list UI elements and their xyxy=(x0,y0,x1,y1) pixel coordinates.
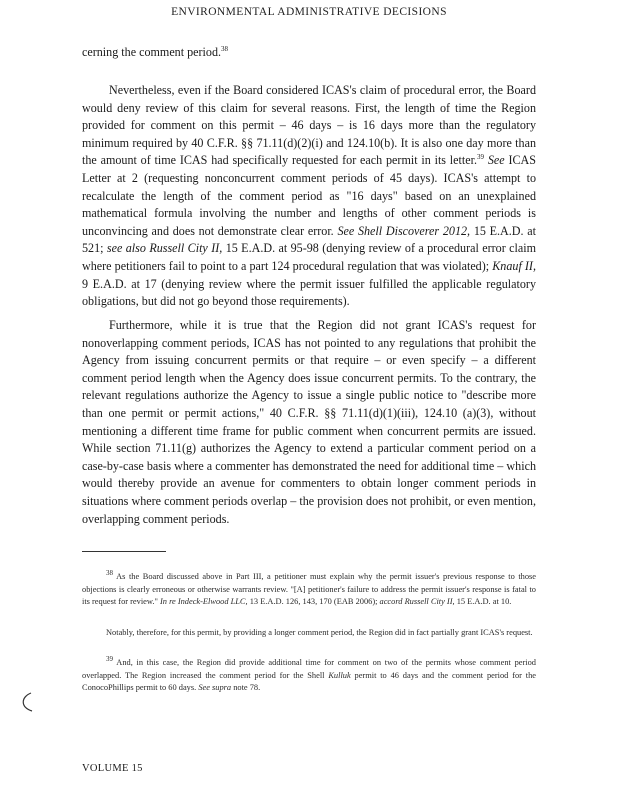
footnote-text: 13 E.A.D. 126, 143, 170 (EAB 2006); xyxy=(249,597,378,607)
case-citation: In re Indeck-Elwood LLC, xyxy=(160,597,248,607)
citation-signal: See supra xyxy=(198,683,232,693)
footnote-number: 38 xyxy=(106,569,113,578)
footnote-38 xyxy=(82,571,536,609)
footnote-number: 39 xyxy=(106,655,113,664)
footnote-39 xyxy=(82,657,536,695)
paragraph-continuation xyxy=(82,44,536,62)
footnote-divider xyxy=(82,551,166,552)
paragraph-text: 15 E.A.D. at 521; xyxy=(82,223,537,256)
footnote-text: permit to 46 days and the comment period for the ConocoPhillips permit to 60 days. xyxy=(82,670,537,693)
footnote-text: 15 E.A.D. at 10. xyxy=(456,597,512,607)
footnote-marker: 39 xyxy=(477,153,485,162)
scan-bracket-mark xyxy=(18,692,34,712)
paragraph-procedural-error xyxy=(82,82,536,311)
case-citation: See Shell Discoverer 2012, xyxy=(337,223,471,238)
case-citation: Knauf II, xyxy=(492,258,536,273)
paragraph-text: ICAS Letter at 2 (requesting nonconcurrent comment periods of 45 days). ICAS's attempt to recalculate the length of the comment period as "16 days" based on an unexplained mathematical formula involving the number and lengths of other comment periods is unconvincing and does not demonstrate clear error. xyxy=(82,153,536,238)
case-citation: accord Russell City II, xyxy=(379,597,455,607)
paragraph-text: cerning the comment period. xyxy=(82,45,222,59)
case-citation: Kulluk xyxy=(328,670,351,680)
running-header: ENVIRONMENTAL ADMINISTRATIVE DECISIONS xyxy=(171,6,447,18)
paragraph-text: Nevertheless, even if the Board considered ICAS's claim of procedural error, the Board would deny review of this claim for several reasons. First, the length of time the Region provided for comment on this permit – 46 days – is 16 days more than the regulatory minimum required by 40 C.F.R. §§ 71.11(d)(2)(i) and 124.10(b). It is also one day more than the amount of time ICAS had specifically requested for each permit in its letter. xyxy=(82,83,536,168)
paragraph-text: 9 E.A.D. at 17 (denying review where the permit issuer fulfilled the applicable regulatory obligations, but did not go beyond those requirements). xyxy=(82,276,536,309)
paragraph-text: 15 E.A.D. at 95-98 (denying review of a procedural error claim where petitioners fail to point to a part 124 procedural regulation that was violated); xyxy=(82,241,536,273)
footnote-continuation: Notably, therefore, for this permit, by providing a longer comment period, the Region did in fact partially grant ICAS's request. xyxy=(106,628,533,637)
volume-footer: VOLUME 15 xyxy=(82,763,143,774)
citation-signal: See xyxy=(487,153,505,168)
footnote-text: note 78. xyxy=(233,683,261,693)
footnote-text: And, in this case, the Region did provide additional time for comment on two of the permits whose comment period overlapped. The Region increased the comment period for the Shell xyxy=(82,658,536,680)
paragraph-concurrent-permits: Furthermore, while it is true that the Region did not grant ICAS's request for nonoverlapping comment periods, ICAS has not pointed to any regulations that prohibit the Agency from issuing concurrent permits or that require – or even specify – a different comment period length when the Agency does issue concurrent permits. To the contrary, the relevant regulations authorize the Agency to issue a single public notice to "describe more than one permit or permit actions," 40 C.F.R. §§ 71.11(d)(1)(iii), 124.10 (a)(3), without mentioning a different time frame for public comment when concurrent permits are issued. While section 71.11(g) authorizes the Agency to extend a particular comment period on a case-by-case basis where a commenter has demonstrated the need for additional time – which would thereby provide an avenue for commenters to obtain longer comment periods in situations where comment periods overlap – the provision does not prohibit, or even mention, overlapping comment periods. xyxy=(82,318,536,526)
footnote-text: As the Board discussed above in Part III, a petitioner must explain why the permit issuer's previous response to those objections is clearly erroneous or otherwise warrants review. "[A] petitioner's failure to address the permit issuer's response is fatal to its request for review." xyxy=(82,572,536,607)
case-citation: see also Russell City II, xyxy=(106,241,223,256)
footnote-marker: 38 xyxy=(221,44,229,53)
